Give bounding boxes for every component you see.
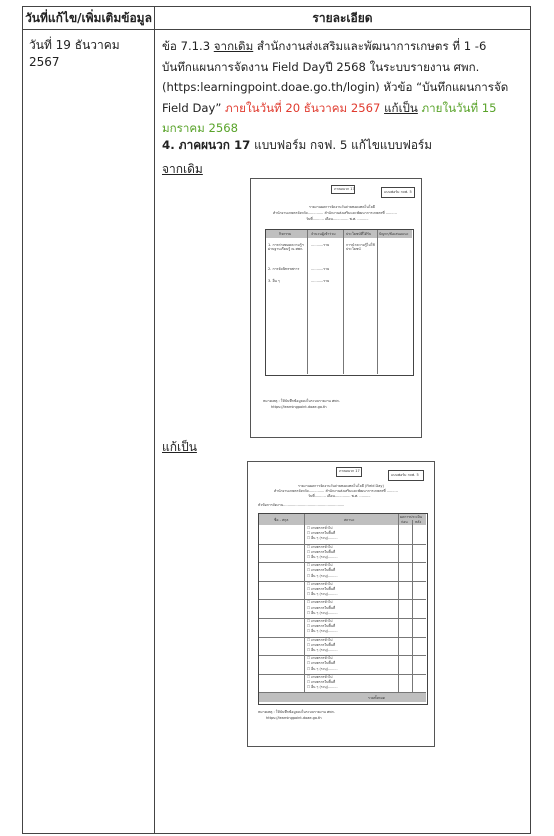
new-status-option: ☐ เกษตรกรในพื้นที่ xyxy=(307,549,336,554)
new-status-option: ☐ เกษตรกรทั่วไป xyxy=(307,619,333,623)
date-cell xyxy=(23,30,155,834)
new-row-divider xyxy=(259,674,426,675)
new-status-option: ☐ อื่น ๆ (ระบุ)......... xyxy=(307,536,338,541)
new-table xyxy=(258,513,428,705)
new-line3: วันที่.......... เดือน.............. พ.ศ. .......... xyxy=(308,494,371,498)
new-status-option: ☐ เกษตรกรในพื้นที่ xyxy=(307,605,336,610)
new-status-option: ☐ เกษตรกรในพื้นที่ xyxy=(307,531,336,536)
detail-cell xyxy=(155,30,531,834)
new-status-option: ☐ อื่น ๆ (ระบุ)......... xyxy=(307,666,338,671)
new-status-option: ☐ เกษตรกรทั่วไป xyxy=(307,526,333,530)
old-col1: กิจกรรม xyxy=(279,232,292,236)
old-count: ...........ราย xyxy=(311,243,330,247)
p1-change: แก้เป็น xyxy=(384,100,418,115)
new-row-divider xyxy=(259,599,426,600)
new-row-divider xyxy=(259,637,426,638)
old-col-line xyxy=(343,230,344,374)
appendix-heading-rest: แบบฟอร์ม กจฟ. 5 แก้ไขแบบฟอร์ม xyxy=(250,138,433,152)
new-col-line xyxy=(304,514,305,693)
old-benefit: การนำความรู้ไปใช้ประโยชน์ xyxy=(346,243,375,251)
new-status-option: ☐ อื่น ๆ (ระบุ)......... xyxy=(307,573,338,578)
new-col3b: หลัง xyxy=(415,520,422,524)
new-status-option: ☐ อื่น ๆ (ระบุ)......... xyxy=(307,685,338,690)
new-status-option: ☐ เกษตรกรทั่วไป xyxy=(307,563,333,568)
new-status-option: ☐ เกษตรกรทั่วไป xyxy=(307,581,333,586)
p1-prefix: ข้อ 7.1.3 xyxy=(162,39,214,53)
new-row-divider xyxy=(259,655,426,656)
revision-table xyxy=(22,6,531,834)
new-form-image xyxy=(247,461,435,747)
old-col4: ปัญหา/ข้อเสนอแนะ xyxy=(379,232,409,236)
header-date: วันที่แก้ไข/เพิ่มเติมข้อมูล xyxy=(23,7,155,30)
old-code: แบบฟอร์ม กจฟ. 5 xyxy=(384,190,412,194)
old-col2: จำนวนผู้เข้าร่วม xyxy=(311,232,336,236)
old-title: รายงานผลการจัดงานวันถ่ายทอดเทคโนโลยี xyxy=(309,205,375,209)
old-note2: https://learningpoint.doae.go.th xyxy=(271,405,327,409)
new-status-option: ☐ เกษตรกรในพื้นที่ xyxy=(307,587,336,591)
old-count: ...........ราย xyxy=(311,267,330,271)
new-status-option: ☐ เกษตรกรในพื้นที่ xyxy=(307,624,336,629)
new-status-option: ☐ เกษตรกรทั่วไป xyxy=(307,600,333,605)
label-to: แก้เป็น xyxy=(162,440,197,454)
new-note2: https://learningpoint.doae.go.th xyxy=(266,716,322,720)
new-row-divider xyxy=(259,544,426,545)
old-line2: สำนักงานเกษตรจังหวัด.............. สำนักงานส่งเสริมและพัฒนาการเกษตรที่ .......... xyxy=(273,211,397,215)
p1-from: จากเดิม xyxy=(213,39,254,53)
new-line2: สำนักงานเกษตรจังหวัด.............. สำนักงานส่งเสริมและพัฒนาการเกษตรที่ .......... xyxy=(274,489,398,493)
old-line3: วันที่.......... เดือน.............. พ.ศ. .......... xyxy=(306,217,369,221)
new-appendix: ภาคผนวก 17 xyxy=(339,469,360,473)
new-status-option: ☐ เกษตรกรในพื้นที่ xyxy=(307,642,336,647)
old-deadline: ภายในวันที่ 20 ธันวาคม 2567 xyxy=(225,100,381,115)
new-status-option: ☐ เกษตรกรทั่วไป xyxy=(307,656,333,661)
new-code: แบบฟอร์ม กจฟ. 5 xyxy=(391,473,419,477)
new-row-divider xyxy=(259,618,426,619)
new-total-row xyxy=(259,693,426,702)
old-appendix: ภาคผนวก 17 xyxy=(334,187,355,191)
new-status-option: ☐ อื่น ๆ (ระบุ)......... xyxy=(307,648,338,652)
old-item1: 1. การถ่ายทอดความรู้ฯ ผ่านฐานเรียนรู้ ณ ศพก. xyxy=(268,243,304,251)
old-count: ...........ราย xyxy=(311,279,330,283)
header-detail: รายละเอียด xyxy=(155,7,531,30)
old-col3: ประโยชน์ที่ได้รับ xyxy=(346,232,372,236)
new-col3a: ก่อน xyxy=(401,520,408,524)
new-col-line xyxy=(398,514,399,693)
new-title: รายงานผลการจัดงานวันถ่ายทอดเทคโนโลยี (Field Day) xyxy=(298,484,384,488)
old-item3: 3. อื่น ๆ xyxy=(268,279,280,283)
new-status-option: ☐ เกษตรกรในพื้นที่ xyxy=(307,568,336,573)
old-table xyxy=(265,229,414,376)
old-col-line xyxy=(307,230,308,374)
new-status-option: ☐ เกษตรกรทั่วไป xyxy=(307,544,333,549)
new-status-option: ☐ อื่น ๆ (ระบุ)......... xyxy=(307,592,338,597)
new-col3: ผลการประเมิน xyxy=(400,515,423,519)
old-form-image xyxy=(250,178,422,438)
new-line4: หัวข้อการจัดงาน....................................................... xyxy=(258,503,345,507)
new-status-option: ☐ เกษตรกรทั่วไป xyxy=(307,637,333,642)
revision-paragraph xyxy=(162,36,517,139)
p1-body: สำนักงานส่งเสริมและพัฒนาการเกษตร ที่ 1 -6 บันทึกแผนการจัดงาน Field Dayปี 2568 ในระบบรายงาน ศพก. (https:learningpoint.doae.go.th/login) หัวข้อ “บันทึกแผนการจัด Field Day” xyxy=(162,39,509,115)
new-total: รวมทั้งหมด xyxy=(368,696,386,700)
label-from: จากเดิม xyxy=(162,162,203,176)
old-item2: 2. การจัดนิทรรศการ xyxy=(268,267,300,271)
new-status-option: ☐ อื่น ๆ (ระบุ)......... xyxy=(307,555,338,559)
new-col2: สถานะ xyxy=(344,518,355,522)
old-col-line xyxy=(377,230,378,374)
new-col-line xyxy=(412,520,413,693)
new-status-option: ☐ เกษตรกรในพื้นที่ xyxy=(307,680,336,684)
revision-date: วันที่ 19 ธันวาคม 2567 xyxy=(29,38,120,69)
appendix-heading xyxy=(162,136,432,155)
new-status-option: ☐ อื่น ๆ (ระบุ)......... xyxy=(307,629,338,634)
new-deadline: ภายในวันที่ 15 มกราคม 2568 xyxy=(162,100,497,135)
new-row-divider xyxy=(259,562,426,563)
appendix-heading-bold: 4. ภาคผนวก 17 xyxy=(162,138,251,152)
old-note: หมายเหตุ : ให้บันทึกข้อมูลลงในระบบรายงาน ศพก. xyxy=(263,399,340,403)
new-status-option: ☐ อื่น ๆ (ระบุ)......... xyxy=(307,610,338,615)
new-status-option: ☐ เกษตรกรทั่วไป xyxy=(307,674,333,679)
new-col1: ชื่อ - สกุล xyxy=(274,518,289,522)
new-note: หมายเหตุ : ให้บันทึกข้อมูลลงในระบบรายงาน ศพก. xyxy=(258,710,335,714)
new-status-option: ☐ เกษตรกรในพื้นที่ xyxy=(307,661,336,666)
new-row-divider xyxy=(259,581,426,582)
